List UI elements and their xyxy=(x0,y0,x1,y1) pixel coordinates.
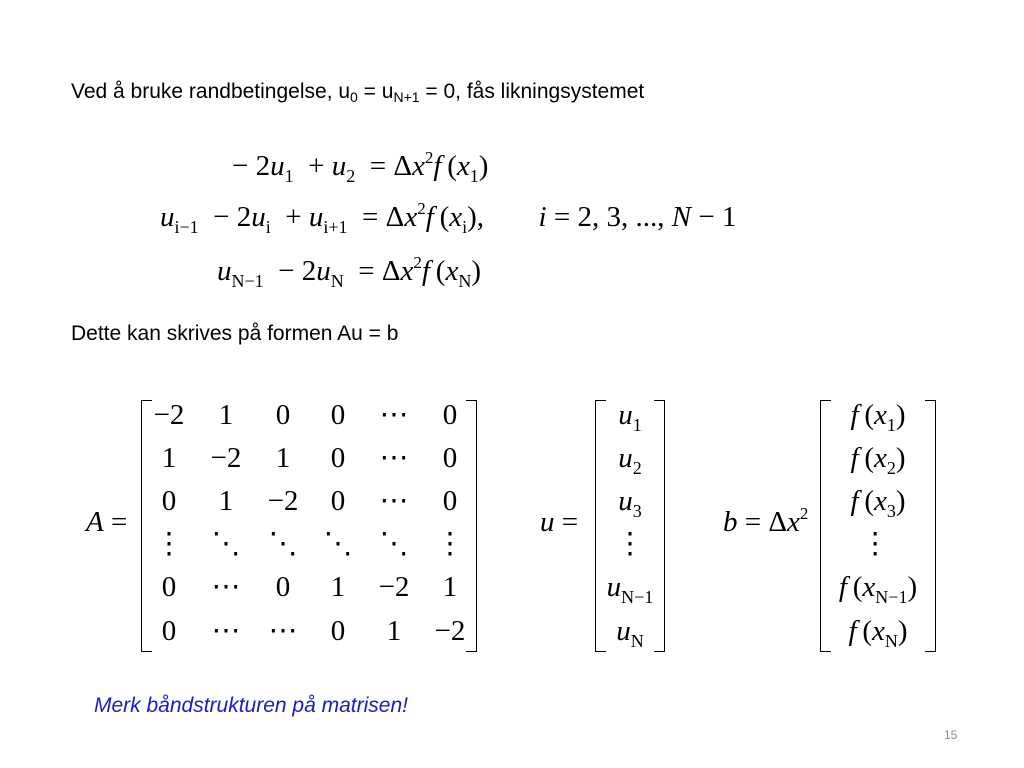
vector-b-entry: f $(x_N)$ xyxy=(848,615,908,651)
page-number: 15 xyxy=(944,728,958,742)
matrix-a-right-bracket xyxy=(466,400,477,652)
equation-first: − $2u_1 + u_2 = \Delta x^2f$ $(x_1)$ xyxy=(232,148,489,186)
vector-u-entry: $u_N$ xyxy=(616,615,644,651)
vector-b-left-bracket xyxy=(820,400,831,652)
matrix-a-cell: 0 xyxy=(161,571,177,603)
matrix-a-cell: ⋱ xyxy=(268,528,298,560)
matrix-a-cell: 1 xyxy=(330,571,346,603)
intro-text: Ved å bruke randbetingelse, $u_0 = u_{N+1} = 0$, fås likningsystemet xyxy=(71,80,645,105)
matrix-a-cell: ⋱ xyxy=(211,528,241,560)
equation-general: $u_{i-1} - 2u_i + u_{i+1} = \Delta x^2f$ $(x_i)$, i = 2, 3, ..., N − 1 xyxy=(160,199,737,237)
vector-b-entry: f $(x_3)$ xyxy=(850,485,906,521)
matrix-a-cell: 0 xyxy=(161,615,177,647)
matrix-a-cell: ⋯ xyxy=(379,442,409,474)
matrix-a-cell: 0 xyxy=(442,442,458,474)
matrix-a-cell: ⋯ xyxy=(211,571,241,603)
vector-u-entry: ⋮ xyxy=(615,528,645,560)
vector-u-entry: $u_{N-1}$ xyxy=(606,571,654,607)
matrix-a-cell: ⋮ xyxy=(435,528,465,560)
matrix-a-cell: 0 xyxy=(442,399,458,431)
matrix-a-cell: 0 xyxy=(330,442,346,474)
equation-last: $u_{N-1} - 2u_N = \Delta x^2f$ $(x_N)$ xyxy=(217,253,481,291)
vector-b-right-bracket xyxy=(925,400,936,652)
vector-u-entry: $u_2$ xyxy=(618,442,642,478)
matrix-a-cell: −2 xyxy=(210,442,242,474)
vector-u-left-bracket xyxy=(595,400,606,652)
vector-u-label: u = xyxy=(540,506,579,538)
matrix-a-cell: −2 xyxy=(378,571,410,603)
matrix-a-cell: 0 xyxy=(442,485,458,517)
matrix-a-cell: 1 xyxy=(218,399,234,431)
matrix-a-cell: ⋱ xyxy=(379,528,409,560)
matrix-a-label: A = xyxy=(86,506,128,538)
matrix-a-cell: 1 xyxy=(218,485,234,517)
vector-b-entry: f $(x_{N-1})$ xyxy=(838,571,918,607)
matrix-a-cell: 0 xyxy=(275,571,291,603)
matrix-a-left-bracket xyxy=(141,400,152,652)
matrix-a-cell: −2 xyxy=(153,399,185,431)
matrix-a-cell: 1 xyxy=(442,571,458,603)
matrix-a-cell: 0 xyxy=(330,399,346,431)
vector-b-entry: f $(x_2)$ xyxy=(850,442,906,478)
vector-u-entry: $u_1$ xyxy=(618,399,642,435)
band-structure-note: Merk båndstrukturen på matrisen! xyxy=(94,694,408,717)
form-text: Dette kan skrives på formen Au = b xyxy=(71,322,399,345)
vector-b-label: $b = \Delta x^2$ xyxy=(723,504,809,538)
matrix-a-cell: −2 xyxy=(434,615,466,647)
matrix-a-cell: 1 xyxy=(275,442,291,474)
matrix-a-cell: 0 xyxy=(330,615,346,647)
matrix-a-cell: ⋯ xyxy=(211,615,241,647)
matrix-a-cell: 1 xyxy=(386,615,402,647)
vector-u-right-bracket xyxy=(654,400,665,652)
matrix-a-cell: ⋯ xyxy=(379,485,409,517)
matrix-a-cell: 0 xyxy=(330,485,346,517)
matrix-a-cell: 0 xyxy=(161,485,177,517)
vector-b-entry: f $(x_1)$ xyxy=(850,399,906,435)
vector-u-entry: $u_3$ xyxy=(618,485,642,521)
matrix-a-cell: ⋱ xyxy=(323,528,353,560)
vector-b-entry: ⋮ xyxy=(860,528,890,560)
matrix-a-cell: ⋯ xyxy=(379,399,409,431)
matrix-a-cell: 0 xyxy=(275,399,291,431)
matrix-a-cell: 1 xyxy=(161,442,177,474)
matrix-a-cell: −2 xyxy=(267,485,299,517)
matrix-a-cell: ⋯ xyxy=(268,615,298,647)
matrix-a-cell: ⋮ xyxy=(154,528,184,560)
